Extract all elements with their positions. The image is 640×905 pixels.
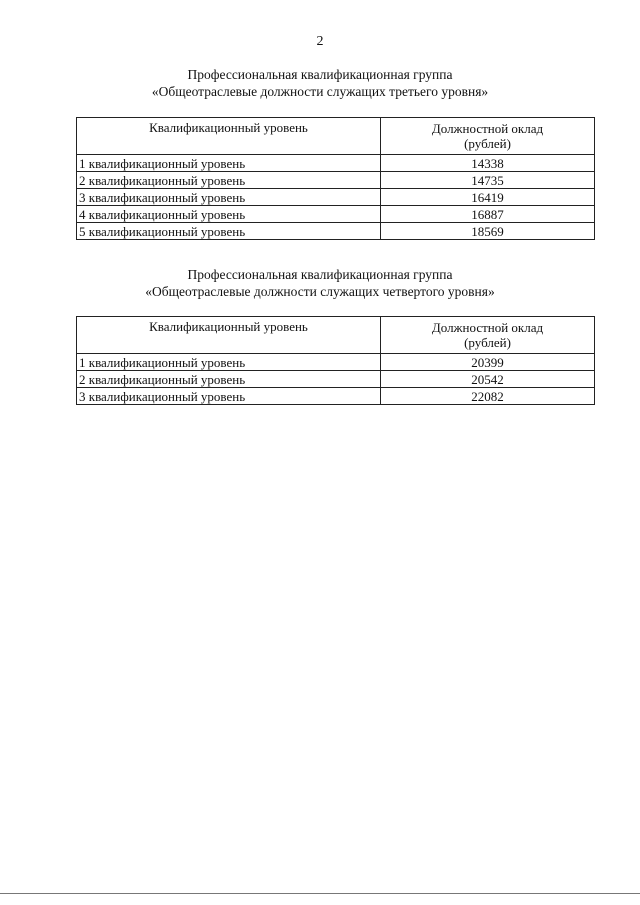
- section-heading-fourth-level: [0, 266, 640, 300]
- level-cell: 3 квалификационный уровень: [77, 388, 381, 405]
- section-heading-line2: «Общеотраслевые должности служащих четвертого уровня»: [145, 284, 495, 299]
- column-header-salary: [381, 118, 595, 155]
- table-row: [77, 354, 595, 371]
- table-row: [77, 155, 595, 172]
- section-heading-line1: Профессиональная квалификационная группа: [187, 67, 453, 82]
- column-header-salary-line1: Должностной оклад: [431, 320, 544, 335]
- salary-table-fourth-level: [76, 316, 595, 405]
- salary-table-third-level: [76, 117, 595, 240]
- table-row: [77, 371, 595, 388]
- table-row: [77, 172, 595, 189]
- salary-cell: 22082: [381, 388, 595, 405]
- page-bottom-divider: [0, 893, 640, 894]
- column-header-salary: [381, 317, 595, 354]
- page-number: 2: [316, 34, 324, 49]
- section-heading-line2: «Общеотраслевые должности служащих третьего уровня»: [151, 84, 489, 99]
- level-cell: 2 квалификационный уровень: [77, 371, 381, 388]
- column-header-level: Квалификационный уровень: [77, 317, 381, 354]
- table-header-row: [77, 118, 595, 155]
- level-cell: 5 квалификационный уровень: [77, 223, 381, 240]
- level-cell: 3 квалификационный уровень: [77, 189, 381, 206]
- section-heading-third-level: [0, 66, 640, 100]
- column-header-level: Квалификационный уровень: [77, 118, 381, 155]
- column-header-salary-line2: (рублей): [464, 335, 511, 350]
- salary-cell: 20542: [381, 371, 595, 388]
- salary-cell: 20399: [381, 354, 595, 371]
- column-header-salary-line2: (рублей): [464, 136, 511, 151]
- level-cell: 2 квалификационный уровень: [77, 172, 381, 189]
- salary-cell: 16887: [381, 206, 595, 223]
- table-row: [77, 388, 595, 405]
- column-header-salary-line1: Должностной оклад: [431, 121, 544, 136]
- level-cell: 4 квалификационный уровень: [77, 206, 381, 223]
- salary-cell: 16419: [381, 189, 595, 206]
- salary-cell: 14735: [381, 172, 595, 189]
- salary-cell: 18569: [381, 223, 595, 240]
- table-row: [77, 189, 595, 206]
- salary-cell: 14338: [381, 155, 595, 172]
- section-heading-line1: Профессиональная квалификационная группа: [187, 267, 453, 282]
- table-row: [77, 206, 595, 223]
- level-cell: 1 квалификационный уровень: [77, 354, 381, 371]
- level-cell: 1 квалификационный уровень: [77, 155, 381, 172]
- table-row: [77, 223, 595, 240]
- table-header-row: [77, 317, 595, 354]
